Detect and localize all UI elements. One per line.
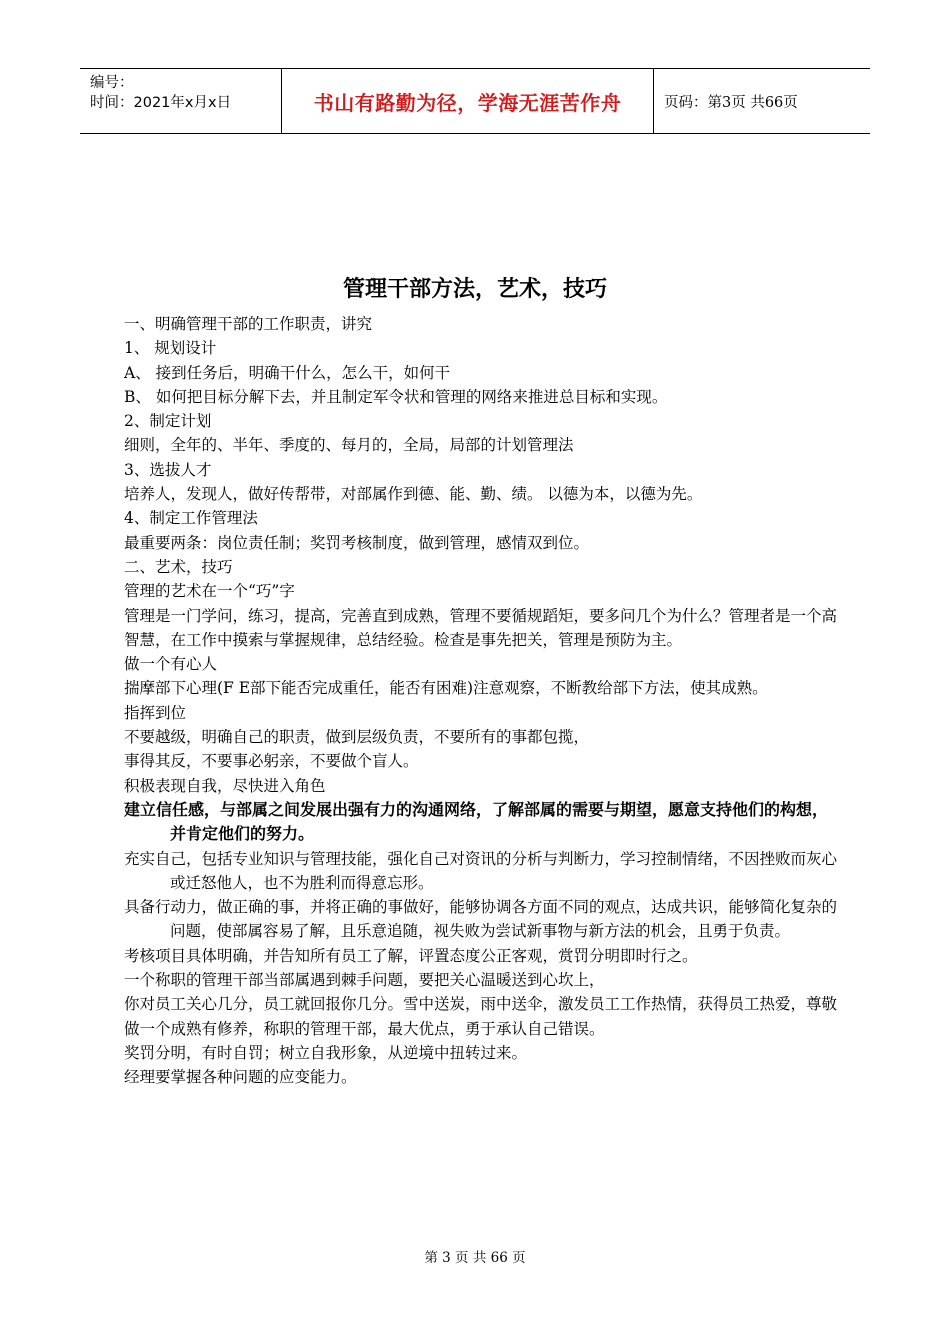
paragraph: 事得其反，不要事必躬亲，不要做个盲人。: [124, 752, 419, 771]
paragraph: 一个称职的管理干部当部属遇到棘手问题，要把关心温暖送到心坎上，: [124, 971, 605, 990]
paragraph: 揣摩部下心理(F E部下能否完成重任，能否有困难)注意观察，不断教给部下方法，使其成熟。: [124, 679, 768, 698]
document-body: [124, 312, 838, 1090]
paragraph: 二、艺术，技巧: [124, 557, 233, 576]
paragraph: 细则，全年的、半年、季度的、每月的，全局，局部的计划管理法: [124, 436, 574, 455]
paragraph: 管理是一门学问，练习，提高，完善直到成熟，管理不要循规蹈矩，要多问几个为什么？管理者是一个高智慧，在工作中摸索与掌握规律，总结经验。检查是事先把关，管理是预防为主。: [124, 606, 838, 649]
page-footer: 第 3 页 共 66 页: [424, 1250, 526, 1266]
paragraph: 做一个成熟有修养，称职的管理干部，最大优点，勇于承认自己错误。: [124, 1019, 605, 1038]
paragraph: A、 接到任务后，明确干什么，怎么干，如何干: [124, 363, 451, 382]
paragraph: 考核项目具体明确，并告知所有员工了解，评置态度公正客观，赏罚分明即时行之。: [124, 946, 698, 965]
document-date: 时间：2021年x月x日: [90, 95, 232, 111]
paragraph: 做一个有心人: [124, 655, 218, 674]
header-page-info: 页码：第3页 共66页: [664, 94, 798, 111]
paragraph: B、 如何把目标分解下去，并且制定军令状和管理的网络来推进总目标和实现。: [124, 387, 668, 406]
paragraph: 建立信任感，与部属之间发展出强有力的沟通网络，了解部属的需要与期望，愿意支持他们的构想，并肯定他们的努力。: [124, 799, 829, 844]
paragraph: 你对员工关心几分，员工就回报你几分。雪中送炭，雨中送伞，激发员工工作热情，获得员工热爱，尊敬: [124, 995, 838, 1014]
paragraph: 不要越级，明确自己的职责，做到层级负责，不要所有的事都包揽，: [124, 728, 590, 747]
document-title: 管理干部方法，艺术，技巧: [342, 277, 607, 302]
paragraph: 管理的艺术在一个“巧”字: [124, 582, 295, 601]
header-meta: [80, 69, 282, 133]
paragraph: 培养人，发现人，做好传帮带，对部属作到德、能、勤、绩。 以德为本，以德为先。: [124, 485, 703, 504]
paragraph: 最重要两条：岗位责任制；奖罚考核制度，做到管理，感情双到位。: [124, 533, 590, 552]
paragraph: 1、 规划设计: [124, 339, 217, 358]
paragraph: 指挥到位: [124, 703, 187, 722]
header-motto: 书山有路勤为径，学海无涯苦作舟: [282, 69, 654, 133]
paragraph: 积极表现自我，尽快进入角色: [124, 776, 326, 795]
paragraph: 3、选拔人才: [124, 460, 212, 479]
page-header: [80, 68, 870, 134]
paragraph: 充实自己，包括专业知识与管理技能，强化自己对资讯的分析与判断力，学习控制情绪，不因挫败而灰心或迁怒他人，也不为胜利而得意忘形。: [124, 849, 838, 892]
paragraph: 4、制定工作管理法: [124, 509, 258, 528]
paragraph: 一、明确管理干部的工作职责，讲究: [124, 315, 373, 333]
document-number-label: 编号：: [90, 75, 134, 91]
paragraph: 奖罚分明，有时自罚；树立自我形象，从逆境中扭转过来。: [124, 1043, 528, 1062]
paragraph: 具备行动力，做正确的事，并将正确的事做好，能够协调各方面不同的观点，达成共识，能够简化复杂的问题，使部属容易了解，且乐意追随，视失败为尝试新事物与新方法的机会，且勇于负责。: [124, 898, 838, 941]
paragraph: 经理要掌握各种问题的应变能力。: [124, 1068, 357, 1087]
paragraph: 2、制定计划: [124, 412, 212, 431]
